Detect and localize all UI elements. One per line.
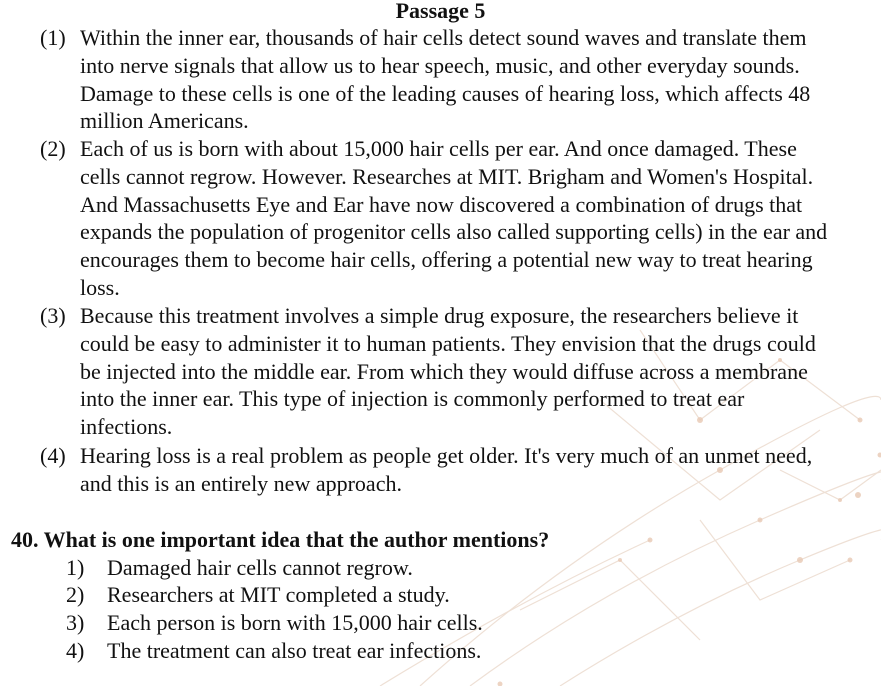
option-text: Damaged hair cells cannot regrow.	[107, 555, 413, 580]
answer-option-4[interactable]	[66, 637, 481, 665]
option-text: Researchers at MIT completed a study.	[107, 582, 450, 607]
option-number: 2)	[66, 582, 85, 607]
paragraph-4	[40, 442, 840, 498]
answer-option-2[interactable]	[66, 581, 450, 609]
option-number: 3)	[66, 610, 85, 635]
option-number: 4)	[66, 638, 85, 663]
paragraph-1	[40, 24, 840, 135]
question-stem: 40. What is one important idea that the author mentions?	[11, 527, 550, 552]
option-number: 1)	[66, 555, 85, 580]
answer-option-3[interactable]	[66, 609, 483, 637]
answer-option-1[interactable]	[66, 554, 413, 582]
paragraph-text: Each of us is born with about 15,000 hair cells per ear. And once damaged. These cells cannot regrow. However. Researches at MIT. Brigham and Women's Hospital. And Massachusetts Eye and Ear have now discovered a combination of drugs that expands the population of progenitor cells also called supporting cells) in the ear and encourages them to become hair cells, offering a potential new way to treat hearing loss.	[80, 136, 828, 300]
paragraph-text: Hearing loss is a real problem as people get older. It's very much of an unmet need, and this is an entirely new approach.	[80, 443, 813, 496]
paragraph-number: (3)	[40, 303, 66, 328]
paragraph-number: (1)	[40, 25, 66, 50]
paragraph-2	[40, 135, 840, 302]
paragraph-text: Because this treatment involves a simple drug exposure, the researchers believe it could be easy to administer it to human patients. They envision that the drugs could be injected into the middle ear. From which they would diffuse across a membrane into the inner ear. This type of injection is commonly performed to treat ear infections.	[80, 303, 816, 440]
option-text: The treatment can also treat ear infections.	[107, 638, 482, 663]
paragraph-number: (4)	[40, 443, 66, 468]
option-text: Each person is born with 15,000 hair cells.	[107, 610, 483, 635]
paragraph-3	[40, 302, 840, 441]
passage-title: Passage 5	[395, 0, 486, 23]
paragraph-number: (2)	[40, 136, 66, 161]
paragraph-text: Within the inner ear, thousands of hair cells detect sound waves and translate them into nerve signals that allow us to hear speech, music, and other everyday sounds. Damage to these cells is one of the leading causes of hearing loss, which affects 48 million Americans.	[80, 25, 811, 134]
